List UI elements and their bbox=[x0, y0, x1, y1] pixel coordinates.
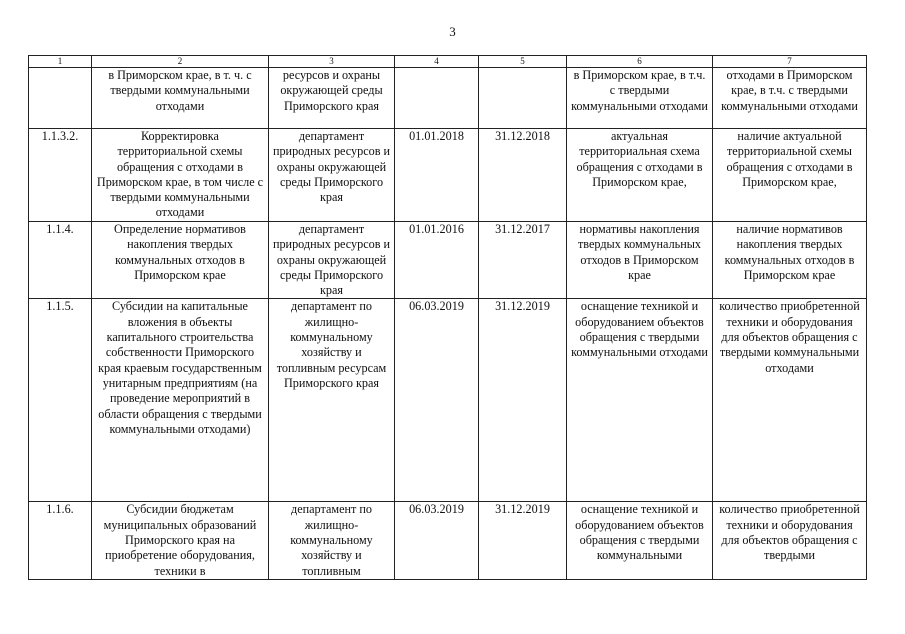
plan-table bbox=[28, 55, 867, 580]
expected-result: нормативы накопления твердых коммунальных отходов в Приморском крае bbox=[567, 222, 713, 299]
measure-name: Корректировка территориальной схемы обращения с отходами в Приморском крае, в том числе с твердыми коммунальными отходами bbox=[92, 129, 269, 222]
executor: ресурсов и охраны окружающей среды Приморского края bbox=[269, 68, 395, 129]
column-number-row bbox=[29, 56, 867, 68]
end-date: 31.12.2019 bbox=[479, 502, 567, 579]
row-number: 1.1.4. bbox=[29, 222, 92, 299]
column-number: 4 bbox=[395, 56, 479, 68]
executor: департамент природных ресурсов и охраны окружающей среды Приморского края bbox=[269, 222, 395, 299]
end-date: 31.12.2019 bbox=[479, 299, 567, 502]
start-date: 01.01.2018 bbox=[395, 129, 479, 222]
end-date: 31.12.2018 bbox=[479, 129, 567, 222]
column-number: 6 bbox=[567, 56, 713, 68]
executor: департамент по жилищно-коммунальному хозяйству и топливным bbox=[269, 502, 395, 579]
column-number: 2 bbox=[92, 56, 269, 68]
executor: департамент по жилищно-коммунальному хозяйству и топливным ресурсам Приморского края bbox=[269, 299, 395, 502]
end-date: 31.12.2017 bbox=[479, 222, 567, 299]
end-date bbox=[479, 68, 567, 129]
start-date: 01.01.2016 bbox=[395, 222, 479, 299]
row-number: 1.1.6. bbox=[29, 502, 92, 579]
indicator: наличие актуальной территориальной схемы обращения с отходами в Приморском крае, bbox=[713, 129, 867, 222]
indicator: наличие нормативов накопления твердых коммунальных отходов в Приморском крае bbox=[713, 222, 867, 299]
column-number: 7 bbox=[713, 56, 867, 68]
indicator: отходами в Приморском крае, в т.ч. с твердыми коммунальными отходами bbox=[713, 68, 867, 129]
table-row bbox=[29, 68, 867, 129]
column-number: 5 bbox=[479, 56, 567, 68]
row-number: 1.1.3.2. bbox=[29, 129, 92, 222]
indicator: количество приобретенной техники и оборудования для объектов обращения с твердыми bbox=[713, 502, 867, 579]
indicator: количество приобретенной техники и оборудования для объектов обращения с твердыми коммунальными отходами bbox=[713, 299, 867, 502]
expected-result: оснащение техникой и оборудованием объектов обращения с твердыми коммунальными bbox=[567, 502, 713, 579]
table-row bbox=[29, 222, 867, 299]
measure-name: Субсидии бюджетам муниципальных образований Приморского края на приобретение оборудования, техники в bbox=[92, 502, 269, 579]
start-date: 06.03.2019 bbox=[395, 502, 479, 579]
expected-result: актуальная территориальная схема обращения с отходами в Приморском крае, bbox=[567, 129, 713, 222]
table-row bbox=[29, 129, 867, 222]
expected-result: оснащение техникой и оборудованием объектов обращения с твердыми коммунальными отходами bbox=[567, 299, 713, 502]
column-number: 3 bbox=[269, 56, 395, 68]
measure-name: в Приморском крае, в т. ч. с твердыми коммунальными отходами bbox=[92, 68, 269, 129]
executor: департамент природных ресурсов и охраны окружающей среды Приморского края bbox=[269, 129, 395, 222]
table-row bbox=[29, 502, 867, 579]
measure-name: Определение нормативов накопления твердых коммунальных отходов в Приморском крае bbox=[92, 222, 269, 299]
column-number: 1 bbox=[29, 56, 92, 68]
row-number: 1.1.5. bbox=[29, 299, 92, 502]
measure-name: Субсидии на капитальные вложения в объекты капитального строительства собственности Приморского края краевым государственным унитарным предприятиям (на проведение мероприятий в области обращения с твердыми коммунальными отходами) bbox=[92, 299, 269, 502]
start-date bbox=[395, 68, 479, 129]
start-date: 06.03.2019 bbox=[395, 299, 479, 502]
page-number: 3 bbox=[449, 24, 456, 39]
row-number bbox=[29, 68, 92, 129]
expected-result: в Приморском крае, в т.ч. с твердыми коммунальными отходами bbox=[567, 68, 713, 129]
table-row bbox=[29, 299, 867, 502]
